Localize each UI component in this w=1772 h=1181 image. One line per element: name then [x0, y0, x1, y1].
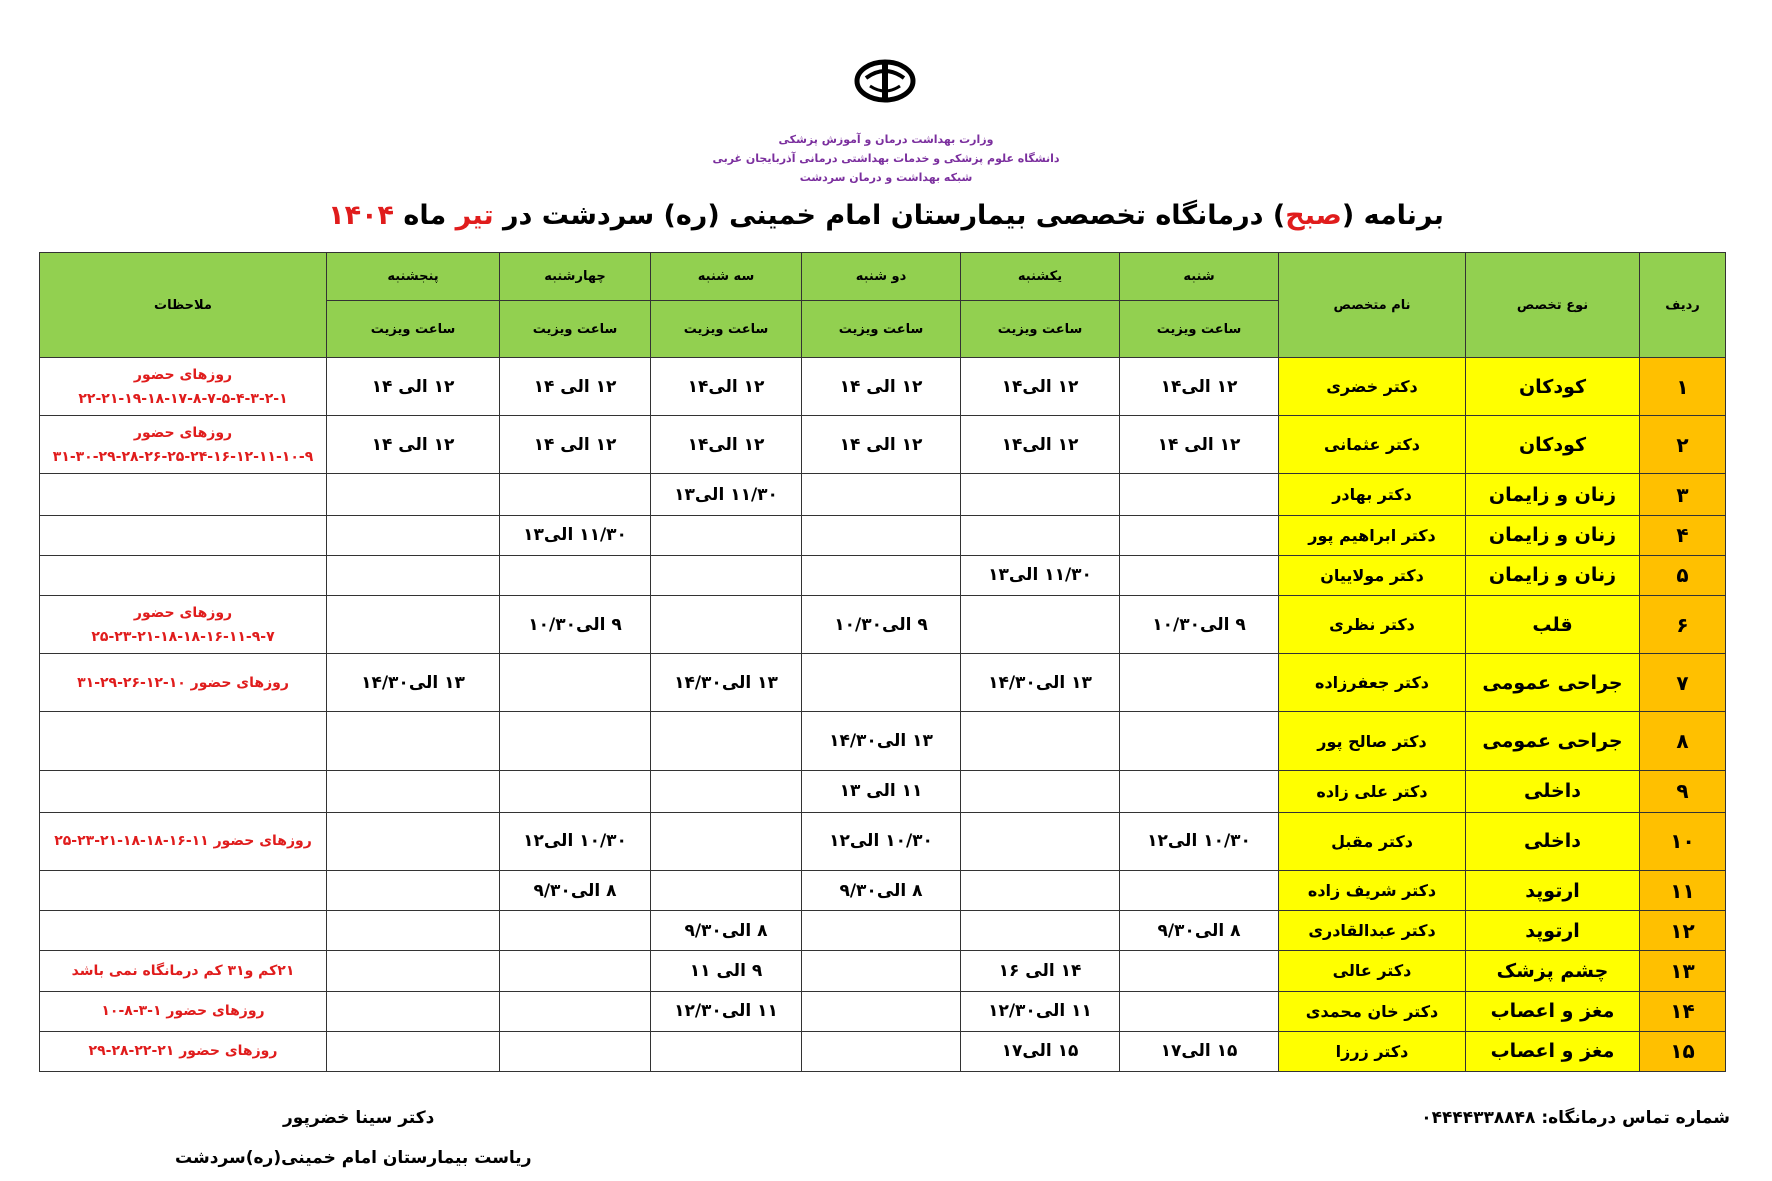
header-day: شنبه [1120, 253, 1279, 301]
note-cell [40, 555, 327, 595]
visit-time-cell [327, 555, 500, 595]
row-number: ۲ [1640, 416, 1726, 474]
doctor-cell: دکتر ابراهیم پور [1279, 515, 1466, 555]
contact-number: ۰۴۴۴۴۳۳۸۸۴۸ [1421, 1108, 1536, 1128]
page-title [0, 200, 1772, 231]
visit-time-cell [327, 812, 500, 870]
signer-title: ریاست بیمارستان امام خمینی(ره)سردشت [175, 1148, 532, 1168]
visit-time-cell [500, 654, 651, 712]
visit-time-cell: ۸ الی۹/۳۰ [1120, 911, 1279, 951]
visit-time-cell: ۱۱/۳۰ الی۱۳ [651, 474, 802, 515]
visit-time-cell [961, 812, 1120, 870]
visit-time-cell [327, 474, 500, 515]
title-year: ۱۴۰۴ [328, 200, 395, 231]
visit-time-cell: ۱۴ الی ۱۶ [961, 951, 1120, 991]
visit-time-cell: ۱۳ الی۱۴/۳۰ [802, 712, 961, 770]
visit-time-cell [651, 555, 802, 595]
table-row [40, 1031, 1726, 1071]
visit-time-cell: ۱۰/۳۰ الی۱۲ [802, 812, 961, 870]
note-cell [40, 871, 327, 911]
table-row [40, 770, 1726, 812]
doctor-cell: دکتر جعفرزاده [1279, 654, 1466, 712]
visit-time-cell [961, 474, 1120, 515]
title-shift: صبح [1285, 200, 1342, 231]
visit-time-cell: ۸ الی۹/۳۰ [651, 911, 802, 951]
note-cell: روزهای حضور ۱۱-۱۶-۱۸-۱۸-۲۱-۲۳-۲۵ [40, 812, 327, 870]
visit-time-cell [1120, 712, 1279, 770]
visit-time-cell [961, 712, 1120, 770]
visit-time-cell [961, 871, 1120, 911]
doctor-cell: دکتر صالح پور [1279, 712, 1466, 770]
visit-time-cell: ۱۲ الی ۱۴ [327, 358, 500, 416]
title-month: تیر [455, 200, 494, 231]
visit-time-cell [500, 770, 651, 812]
visit-time-cell [961, 911, 1120, 951]
visit-time-cell [1120, 770, 1279, 812]
schedule-table [39, 252, 1726, 1072]
header-block [0, 130, 1772, 187]
visit-time-cell [651, 812, 802, 870]
table-row [40, 812, 1726, 870]
row-number: ۱۱ [1640, 871, 1726, 911]
visit-time-cell [961, 770, 1120, 812]
visit-time-cell [1120, 654, 1279, 712]
visit-time-cell [1120, 515, 1279, 555]
visit-time-cell [1120, 555, 1279, 595]
doctor-cell: دکتر علی زاده [1279, 770, 1466, 812]
row-number: ۶ [1640, 595, 1726, 653]
header-day: پنجشنبه [327, 253, 500, 301]
note-cell [40, 474, 327, 515]
header-doctor: نام متخصص [1279, 253, 1466, 358]
header-visit-time: ساعت ویزیت [802, 301, 961, 358]
visit-time-cell [327, 911, 500, 951]
visit-time-cell [802, 654, 961, 712]
visit-time-cell: ۱۲ الی ۱۴ [500, 416, 651, 474]
visit-time-cell [327, 1031, 500, 1071]
specialty-cell: مغز و اعصاب [1466, 991, 1640, 1031]
title-month-word: ماه [394, 200, 456, 231]
visit-time-cell [327, 515, 500, 555]
specialty-cell: زنان و زایمان [1466, 555, 1640, 595]
header-visit-time: ساعت ویزیت [500, 301, 651, 358]
visit-time-cell [802, 555, 961, 595]
visit-time-cell: ۱۵ الی۱۷ [961, 1031, 1120, 1071]
visit-time-cell [500, 951, 651, 991]
doctor-cell: دکتر عثمانی [1279, 416, 1466, 474]
visit-time-cell: ۱۱ الی ۱۳ [802, 770, 961, 812]
visit-time-cell: ۱۲ الی ۱۴ [802, 358, 961, 416]
specialty-cell: ارتوپد [1466, 871, 1640, 911]
visit-time-cell [327, 951, 500, 991]
table-row [40, 712, 1726, 770]
row-number: ۷ [1640, 654, 1726, 712]
table-row [40, 555, 1726, 595]
row-number: ۸ [1640, 712, 1726, 770]
header-day: یکشنبه [961, 253, 1120, 301]
specialty-cell: زنان و زایمان [1466, 515, 1640, 555]
visit-time-cell [802, 911, 961, 951]
visit-time-cell: ۱۲ الی۱۴ [1120, 358, 1279, 416]
visit-time-cell [651, 515, 802, 555]
specialty-cell: قلب [1466, 595, 1640, 653]
visit-time-cell: ۱۱ الی۱۲/۳۰ [961, 991, 1120, 1031]
visit-time-cell: ۸ الی۹/۳۰ [500, 871, 651, 911]
visit-time-cell [1120, 474, 1279, 515]
specialty-cell: جراحی عمومی [1466, 654, 1640, 712]
visit-time-cell: ۱۲ الی۱۴ [961, 416, 1120, 474]
doctor-cell: دکتر خضری [1279, 358, 1466, 416]
visit-time-cell [651, 712, 802, 770]
visit-time-cell: ۱۱/۳۰ الی۱۳ [961, 555, 1120, 595]
visit-time-cell [802, 991, 961, 1031]
note-cell: روزهای حضور ۱۰-۱۲-۲۶-۲۹-۳۱ [40, 654, 327, 712]
specialty-cell: مغز و اعصاب [1466, 1031, 1640, 1071]
header-row-number: ردیف [1640, 253, 1726, 358]
note-cell: روزهای حضور ۲۱-۲۲-۲۸-۲۹ [40, 1031, 327, 1071]
table-row [40, 358, 1726, 416]
visit-time-cell: ۹ الی۱۰/۳۰ [802, 595, 961, 653]
title-prefix: برنامه ( [1341, 200, 1444, 231]
visit-time-cell: ۱۲ الی۱۴ [651, 416, 802, 474]
specialty-cell: زنان و زایمان [1466, 474, 1640, 515]
header-visit-time: ساعت ویزیت [961, 301, 1120, 358]
visit-time-cell: ۱۲ الی ۱۴ [802, 416, 961, 474]
title-middle: ) درمانگاه تخصصی بیمارستان امام خمینی (ره) سردشت در [493, 200, 1286, 231]
doctor-cell: دکتر شریف زاده [1279, 871, 1466, 911]
ministry-name: وزارت بهداشت درمان و آموزش پزشکی [778, 133, 994, 146]
visit-time-cell [1120, 871, 1279, 911]
visit-time-cell: ۱۱/۳۰ الی۱۳ [500, 515, 651, 555]
visit-time-cell [500, 991, 651, 1031]
row-number: ۱۳ [1640, 951, 1726, 991]
doctor-cell: دکتر مولاییان [1279, 555, 1466, 595]
visit-time-cell [1120, 991, 1279, 1031]
row-number: ۱۰ [1640, 812, 1726, 870]
ministry-emblem-icon [852, 56, 918, 106]
header-day: چهارشنبه [500, 253, 651, 301]
visit-time-cell: ۱۳ الی۱۴/۳۰ [961, 654, 1120, 712]
signer-name: دکتر سینا خضرپور [283, 1108, 435, 1128]
visit-time-cell [961, 515, 1120, 555]
visit-time-cell [802, 515, 961, 555]
visit-time-cell [651, 770, 802, 812]
row-number: ۳ [1640, 474, 1726, 515]
row-number: ۱ [1640, 358, 1726, 416]
visit-time-cell: ۱۳ الی۱۴/۳۰ [327, 654, 500, 712]
table-row [40, 911, 1726, 951]
visit-time-cell: ۱۲ الی۱۴ [651, 358, 802, 416]
table-row [40, 654, 1726, 712]
network-name: شبکه بهداشت و درمان سردشت [799, 171, 973, 184]
specialty-cell: چشم پزشک [1466, 951, 1640, 991]
note-cell [40, 712, 327, 770]
header-day: سه شنبه [651, 253, 802, 301]
note-cell: روزهای حضور ۷-۹-۱۱-۱۶-۱۸-۱۸-۲۱-۲۳-۲۵ [40, 595, 327, 653]
university-name: دانشگاه علوم پزشکی و خدمات بهداشتی درمانی آذربایجان غربی [712, 152, 1060, 165]
visit-time-cell [651, 871, 802, 911]
visit-time-cell: ۱۰/۳۰ الی۱۲ [1120, 812, 1279, 870]
doctor-cell: دکتر مقبل [1279, 812, 1466, 870]
visit-time-cell [500, 911, 651, 951]
visit-time-cell: ۱۲ الی ۱۴ [1120, 416, 1279, 474]
doctor-cell: دکتر خان محمدی [1279, 991, 1466, 1031]
visit-time-cell: ۱۲ الی ۱۴ [500, 358, 651, 416]
table-row [40, 595, 1726, 653]
visit-time-cell: ۹ الی۱۰/۳۰ [1120, 595, 1279, 653]
visit-time-cell [500, 555, 651, 595]
note-cell: روزهای حضور ۱-۳-۸-۱۰ [40, 991, 327, 1031]
visit-time-cell: ۱۱ الی۱۲/۳۰ [651, 991, 802, 1031]
visit-time-cell [651, 1031, 802, 1071]
doctor-cell: دکتر زرزا [1279, 1031, 1466, 1071]
specialty-cell: داخلی [1466, 812, 1640, 870]
table-row [40, 951, 1726, 991]
visit-time-cell: ۱۰/۳۰ الی۱۲ [500, 812, 651, 870]
note-cell [40, 770, 327, 812]
visit-time-cell [500, 712, 651, 770]
doctor-cell: دکتر نظری [1279, 595, 1466, 653]
visit-time-cell [327, 712, 500, 770]
visit-time-cell: ۹ الی ۱۱ [651, 951, 802, 991]
visit-time-cell [961, 595, 1120, 653]
visit-time-cell [327, 991, 500, 1031]
header-visit-time: ساعت ویزیت [651, 301, 802, 358]
visit-time-cell [327, 770, 500, 812]
doctor-cell: دکتر بهادر [1279, 474, 1466, 515]
visit-time-cell: ۱۲ الی۱۴ [961, 358, 1120, 416]
specialty-cell: جراحی عمومی [1466, 712, 1640, 770]
specialty-cell: کودکان [1466, 358, 1640, 416]
visit-time-cell [1120, 951, 1279, 991]
visit-time-cell [327, 595, 500, 653]
row-number: ۵ [1640, 555, 1726, 595]
row-number: ۴ [1640, 515, 1726, 555]
contact-label: شماره تماس درمانگاه: [1541, 1108, 1730, 1128]
visit-time-cell: ۹ الی۱۰/۳۰ [500, 595, 651, 653]
doctor-cell: دکتر عالی [1279, 951, 1466, 991]
visit-time-cell [500, 1031, 651, 1071]
contact-line [1421, 1108, 1730, 1128]
visit-time-cell [802, 1031, 961, 1071]
visit-time-cell [802, 474, 961, 515]
row-number: ۱۵ [1640, 1031, 1726, 1071]
visit-time-cell [500, 474, 651, 515]
specialty-cell: داخلی [1466, 770, 1640, 812]
schedule-body [40, 358, 1726, 1072]
header-day: دو شنبه [802, 253, 961, 301]
visit-time-cell [651, 595, 802, 653]
note-cell: روزهای حضور ۹-۱۰-۱۱-۱۲-۱۶-۲۴-۲۵-۲۶-۲۸-۲۹-۳۰-۳۱ [40, 416, 327, 474]
table-row [40, 474, 1726, 515]
note-cell [40, 515, 327, 555]
header-specialty: نوع تخصص [1466, 253, 1640, 358]
table-row [40, 515, 1726, 555]
specialty-cell: کودکان [1466, 416, 1640, 474]
table-row [40, 416, 1726, 474]
table-row [40, 871, 1726, 911]
row-number: ۱۲ [1640, 911, 1726, 951]
table-row [40, 991, 1726, 1031]
header-visit-time: ساعت ویزیت [1120, 301, 1279, 358]
row-number: ۹ [1640, 770, 1726, 812]
visit-time-cell: ۱۲ الی ۱۴ [327, 416, 500, 474]
visit-time-cell: ۱۵ الی۱۷ [1120, 1031, 1279, 1071]
specialty-cell: ارتوپد [1466, 911, 1640, 951]
doctor-cell: دکتر عبدالقادری [1279, 911, 1466, 951]
header-visit-time: ساعت ویزیت [327, 301, 500, 358]
note-cell [40, 911, 327, 951]
row-number: ۱۴ [1640, 991, 1726, 1031]
visit-time-cell: ۱۳ الی۱۴/۳۰ [651, 654, 802, 712]
visit-time-cell [327, 871, 500, 911]
visit-time-cell [802, 951, 961, 991]
note-cell: روزهای حضور ۱-۲-۳-۴-۵-۷-۸-۱۷-۱۸-۱۹-۲۱-۲۲ [40, 358, 327, 416]
header-notes: ملاحظات [40, 253, 327, 358]
note-cell: ۲۱کم و۳۱ کم درمانگاه نمی باشد [40, 951, 327, 991]
visit-time-cell: ۸ الی۹/۳۰ [802, 871, 961, 911]
